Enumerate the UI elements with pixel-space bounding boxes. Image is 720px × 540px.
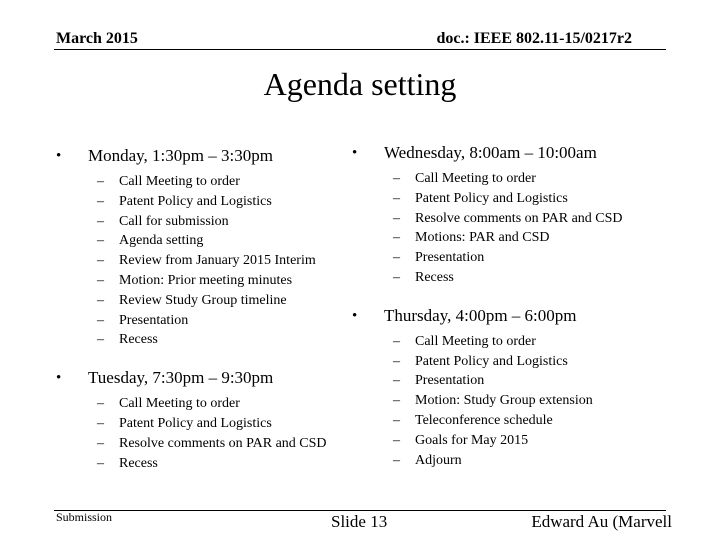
agenda-item — [393, 391, 652, 411]
dash-icon: – — [97, 292, 104, 308]
dash-icon: – — [393, 393, 400, 409]
agenda-item-label: Recess — [415, 269, 454, 285]
bullet-icon: • — [352, 307, 358, 324]
agenda-item — [97, 251, 356, 271]
agenda-column-left — [56, 144, 356, 489]
day-heading: Tuesday, 7:30pm – 9:30pm — [88, 368, 274, 388]
agenda-item-label: Call for submission — [119, 213, 229, 229]
day-heading: Wednesday, 8:00am – 10:00am — [384, 143, 597, 162]
agenda-item — [97, 311, 356, 331]
agenda-item-label: Patent Policy and Logistics — [415, 190, 568, 206]
agenda-item-label: Review Study Group timeline — [119, 292, 287, 308]
dash-icon: – — [97, 233, 104, 249]
agenda-item — [97, 394, 356, 414]
agenda-item-label: Teleconference schedule — [415, 412, 553, 428]
agenda-item — [97, 231, 356, 251]
agenda-items — [56, 172, 356, 350]
agenda-item-label: Adjourn — [415, 452, 462, 468]
agenda-item-label: Motion: Study Group extension — [415, 393, 593, 409]
dash-icon: – — [393, 432, 400, 448]
agenda-items — [352, 332, 652, 471]
dash-icon: – — [97, 174, 104, 189]
agenda-item — [393, 228, 652, 248]
agenda-item-label: Call Meeting to order — [119, 396, 240, 412]
agenda-item — [393, 268, 652, 288]
agenda-day-tuesday — [56, 366, 356, 473]
day-heading: Monday, 1:30pm – 3:30pm — [88, 146, 273, 165]
dash-icon: – — [393, 412, 400, 428]
agenda-item-label: Recess — [119, 455, 158, 471]
agenda-item — [97, 414, 356, 434]
agenda-day-monday — [56, 144, 356, 350]
header-doc-id: doc.: IEEE 802.11-15/0217r2 — [436, 30, 632, 47]
agenda-item — [97, 291, 356, 311]
dash-icon: – — [393, 452, 400, 468]
dash-icon: – — [393, 230, 400, 246]
agenda-item-label: Presentation — [415, 373, 485, 389]
dash-icon: – — [97, 332, 104, 348]
dash-icon: – — [393, 250, 400, 266]
agenda-item-label: Call Meeting to order — [415, 333, 536, 349]
dash-icon: – — [393, 333, 400, 349]
agenda-day-wednesday — [352, 141, 652, 288]
agenda-item — [393, 189, 652, 209]
footer-author: Edward Au (Marvell — [531, 512, 672, 531]
dash-icon: – — [97, 312, 104, 328]
agenda-item — [97, 330, 356, 350]
agenda-item — [97, 271, 356, 291]
agenda-item — [97, 212, 356, 232]
agenda-item — [393, 248, 652, 268]
dash-icon: – — [97, 193, 104, 209]
dash-icon: – — [393, 210, 400, 226]
dash-icon: – — [97, 272, 104, 288]
agenda-item-label: Call Meeting to order — [415, 171, 536, 186]
agenda-item — [97, 434, 356, 454]
dash-icon: – — [97, 253, 104, 269]
dash-icon: – — [393, 353, 400, 369]
agenda-item-label: Presentation — [415, 250, 485, 266]
agenda-items — [352, 169, 652, 288]
dash-icon: – — [97, 415, 104, 431]
slide-title: Agenda setting — [263, 66, 457, 102]
agenda-item — [393, 352, 652, 372]
agenda-item-label: Patent Policy and Logistics — [415, 353, 568, 369]
agenda-item-label: Call Meeting to order — [119, 174, 240, 189]
agenda-item-label: Recess — [119, 332, 158, 348]
agenda-item-label: Review from January 2015 Interim — [119, 253, 316, 269]
bullet-icon: • — [56, 148, 62, 164]
agenda-item — [393, 411, 652, 431]
agenda-item-label: Goals for May 2015 — [415, 432, 529, 448]
agenda-item-label: Agenda setting — [119, 233, 204, 249]
agenda-item-label: Patent Policy and Logistics — [119, 415, 272, 431]
agenda-item-label: Motion: Prior meeting minutes — [119, 272, 293, 288]
dash-icon: – — [97, 455, 104, 471]
footer-rule — [54, 510, 666, 511]
dash-icon: – — [393, 171, 400, 186]
agenda-item-label: Resolve comments on PAR and CSD — [119, 435, 327, 451]
dash-icon: – — [393, 373, 400, 389]
agenda-item — [97, 172, 356, 192]
agenda-day-thursday — [352, 304, 652, 471]
agenda-item — [393, 371, 652, 391]
bullet-icon: • — [56, 370, 62, 387]
header-date: March 2015 — [56, 30, 138, 47]
agenda-item-label: Patent Policy and Logistics — [119, 193, 272, 209]
dash-icon: – — [393, 190, 400, 206]
footer-slide-number: Slide 13 — [331, 512, 388, 531]
header-rule — [54, 49, 666, 50]
agenda-item — [393, 169, 652, 189]
agenda-item — [97, 454, 356, 474]
agenda-item — [393, 209, 652, 229]
agenda-item — [393, 451, 652, 471]
agenda-item — [393, 332, 652, 352]
agenda-items — [56, 394, 356, 473]
agenda-item — [393, 431, 652, 451]
agenda-item-label: Motions: PAR and CSD — [415, 230, 550, 246]
footer-submission: Submission — [56, 510, 113, 524]
dash-icon: – — [97, 435, 104, 451]
day-heading: Thursday, 4:00pm – 6:00pm — [384, 305, 577, 325]
dash-icon: – — [97, 396, 104, 412]
dash-icon: – — [97, 213, 104, 229]
bullet-icon: • — [352, 145, 358, 161]
agenda-item-label: Presentation — [119, 312, 189, 328]
agenda-column-right — [352, 141, 652, 486]
dash-icon: – — [393, 269, 400, 285]
agenda-item — [97, 192, 356, 212]
agenda-item-label: Resolve comments on PAR and CSD — [415, 210, 623, 226]
